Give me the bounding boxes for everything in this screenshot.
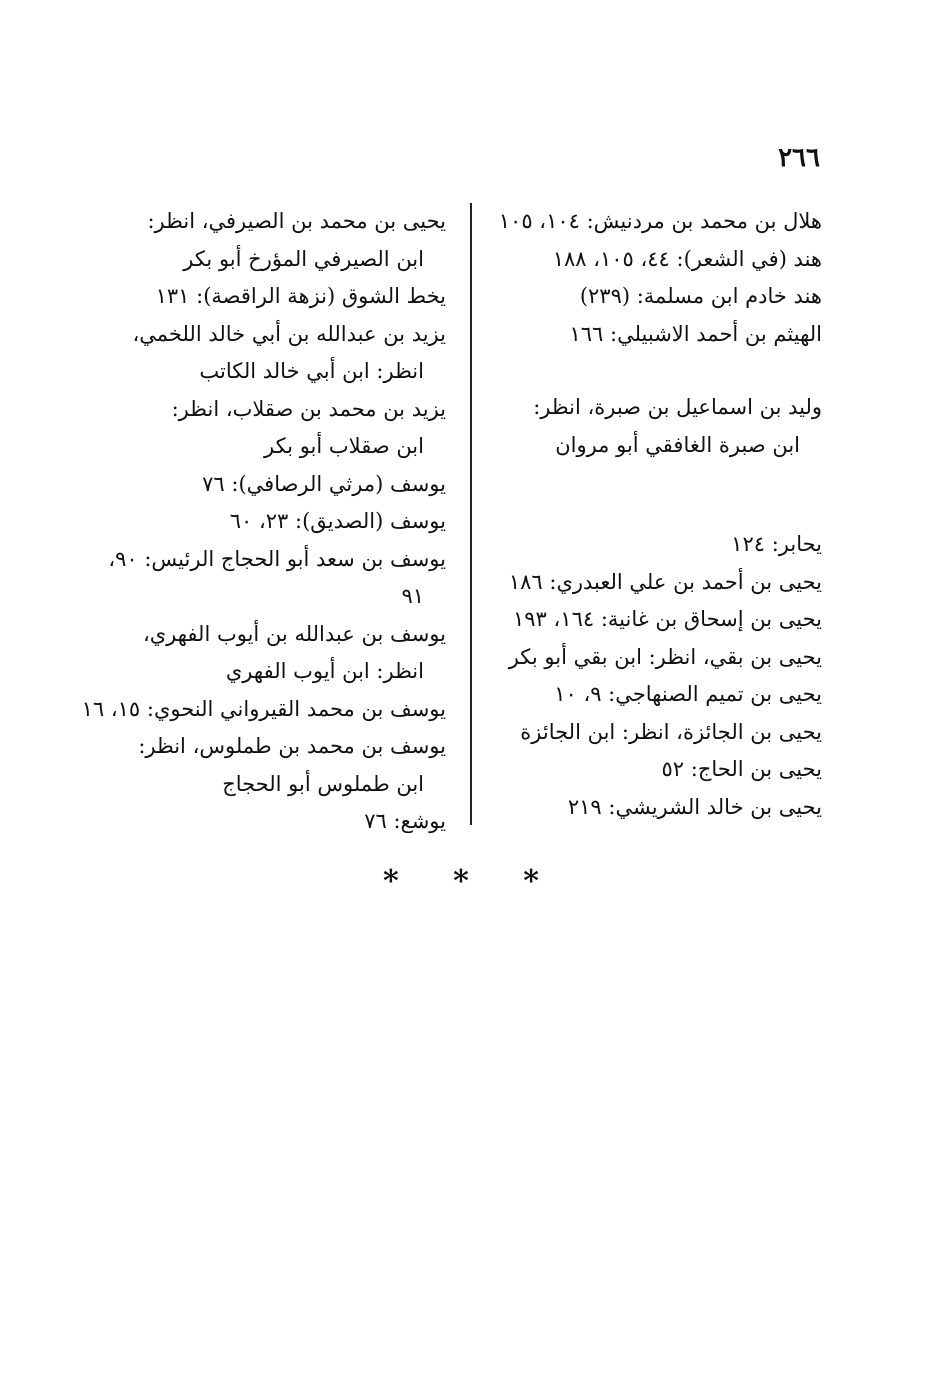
index-entry-continuation: ابن صبرة الغافقي أبو مروان: [555, 432, 800, 457]
index-entry-continuation: ٩١: [401, 584, 424, 608]
index-entry: يوسف (الصديق): ٢٣، ٦٠: [229, 509, 446, 533]
page-number: ٢٦٦: [778, 143, 820, 173]
column-divider: [470, 203, 472, 825]
index-column-right: [490, 203, 822, 826]
index-entry: يوسف بن سعد أبو الحجاج الرئيس: ٩٠،: [108, 546, 446, 571]
index-entry: يزيد بن محمد بن صقلاب، انظر:: [171, 396, 446, 421]
index-entry: يحيى بن الجائزة، انظر: ابن الجائزة: [520, 719, 822, 744]
index-entry-continuation: ابن صقلاب أبو بكر: [263, 434, 424, 458]
index-entry: يحيى بن الحاج: ٥٢: [661, 757, 822, 781]
entry-group-spacer: [490, 353, 822, 389]
index-entry-continuation: ابن الصيرفي المؤرخ أبو بكر: [183, 246, 424, 271]
index-entry: يوسف بن عبدالله بن أيوب الفهري،: [142, 621, 446, 646]
index-entry: يوسف (مرثي الرصافي): ٧٦: [202, 471, 446, 496]
entry-group-spacer: [490, 464, 822, 526]
index-entry: يوسف بن محمد القيرواني النحوي: ١٥، ١٦: [81, 696, 446, 721]
index-entry: الهيثم بن أحمد الاشبيلي: ١٦٦: [569, 321, 822, 346]
index-entry: يزيد بن عبدالله بن أبي خالد اللخمي،: [132, 321, 446, 346]
index-entry: يوسف بن محمد بن طملوس، انظر:: [138, 734, 446, 758]
index-entry: هلال بن محمد بن مردنيش: ١٠٤، ١٠٥: [498, 209, 822, 233]
section-separator: * * *: [383, 864, 561, 899]
index-entry-continuation: انظر: ابن أبي خالد الكاتب: [199, 359, 424, 383]
index-entry: يحيى بن تميم الصنهاجي: ٩، ١٠: [554, 682, 822, 706]
index-entry-continuation: ابن طملوس أبو الحجاج: [222, 771, 424, 796]
index-entry: يحابر: ١٢٤: [731, 532, 822, 556]
index-entry: هند (في الشعر): ٤٤، ١٠٥، ١٨٨: [552, 246, 822, 271]
index-entry: يوشع: ٧٦: [364, 809, 446, 833]
index-entry: يحيى بن خالد الشريشي: ٢١٩: [567, 794, 822, 819]
index-entry: يخط الشوق (نزهة الراقصة): ١٣١: [155, 284, 446, 308]
index-entry: يحيى بن محمد بن الصيرفي، انظر:: [147, 209, 446, 233]
index-entry-continuation: انظر: ابن أيوب الفهري: [225, 659, 424, 683]
index-entry: يحيى بن بقي، انظر: ابن بقي أبو بكر: [508, 644, 822, 669]
index-entry: يحيى بن أحمد بن علي العبدري: ١٨٦: [508, 569, 822, 594]
index-entry: هند خادم ابن مسلمة: (٢٣٩): [579, 284, 822, 308]
index-entry: وليد بن اسماعيل بن صبرة، انظر:: [533, 395, 822, 419]
index-entry: يحيى بن إسحاق بن غانية: ١٦٤، ١٩٣: [513, 607, 822, 631]
index-column-left: [81, 203, 446, 841]
